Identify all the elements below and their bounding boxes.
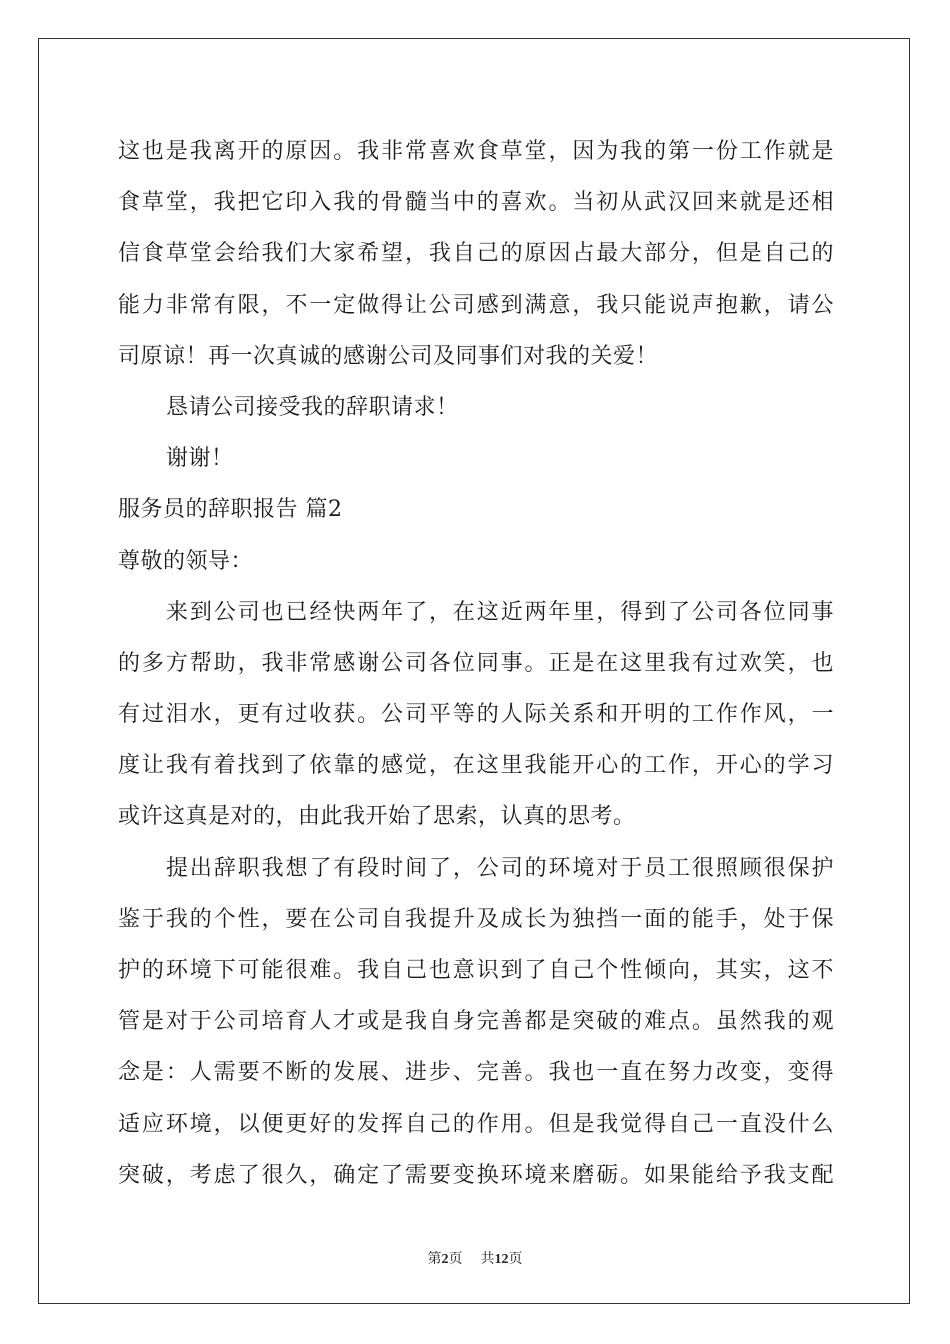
page-label-prefix: 第 <box>427 1252 442 1267</box>
text-line: 适应环境，以便更好的发挥自己的作用。但是我觉得自己一直没什么 <box>118 1111 834 1137</box>
text-line: 护的环境下可能很难。我自己也意识到了自己个性倾向，其实，这不 <box>118 958 834 983</box>
page-label-suffix: 页 <box>448 1252 463 1267</box>
text-line: 念是：人需要不断的发展、进步、完善。我也一直在努力改变，变得 <box>118 1060 834 1086</box>
text-line: 突破，考虑了很久，确定了需要变换环境来磨砺。如果能给予我支配 <box>118 1162 834 1188</box>
salutation: 尊敬的领导： <box>118 548 254 574</box>
document-body <box>118 126 834 1201</box>
text-line: 信食草堂会给我们大家希望，我自己的原因占最大部分，但是自己的 <box>118 241 834 267</box>
text-line: 鉴于我的个性，要在公司自我提升及成长为独挡一面的能手，处于保 <box>118 906 834 932</box>
paragraph-arrival <box>118 587 834 843</box>
page-footer <box>0 1248 950 1268</box>
total-label-prefix: 共 <box>480 1252 495 1267</box>
text-line: 提出辞职我想了有段时间了，公司的环境对于员工很照顾很保护 <box>166 855 834 881</box>
text-line: 的多方帮助，我非常感谢公司各位同事。正是在这里我有过欢笑，也 <box>118 650 834 676</box>
text-line: 或许这真是对的，由此我开始了思索，认真的思考。 <box>118 804 636 830</box>
text-line: 有过泪水，更有过收获。公司平等的人际关系和开明的工作作风，一 <box>118 702 834 728</box>
total-pages: 12 <box>494 1252 509 1267</box>
text-line: 来到公司也已经快两年了，在这近两年里，得到了公司各位同事 <box>166 599 834 625</box>
paragraph-reasons <box>118 843 834 1201</box>
section-title: 服务员的辞职报告 篇2 <box>118 497 343 523</box>
thanks-line: 谢谢！ <box>166 446 234 472</box>
text-line: 能力非常有限，不一定做得让公司感到满意，我只能说声抱歉，请公 <box>118 292 834 318</box>
paragraph-continuation <box>118 126 834 382</box>
text-line: 度让我有着找到了依靠的感觉，在这里我能开心的工作，开心的学习 <box>118 753 834 779</box>
text-line: 管是对于公司培育人才或是我自身完善都是突破的难点。虽然我的观 <box>118 1009 834 1035</box>
page-number: 2 <box>441 1252 449 1267</box>
text-line: 司原谅！再一次真诚的感谢公司及同事们对我的关爱！ <box>118 343 659 369</box>
text-line: 食草堂，我把它印入我的骨髓当中的喜欢。当初从武汉回来就是还相 <box>118 190 834 216</box>
resignation-request-line: 恳请公司接受我的辞职请求！ <box>166 394 459 420</box>
total-label-suffix: 页 <box>508 1252 523 1267</box>
text-line: 这也是我离开的原因。我非常喜欢食草堂，因为我的第一份工作就是 <box>118 139 834 164</box>
